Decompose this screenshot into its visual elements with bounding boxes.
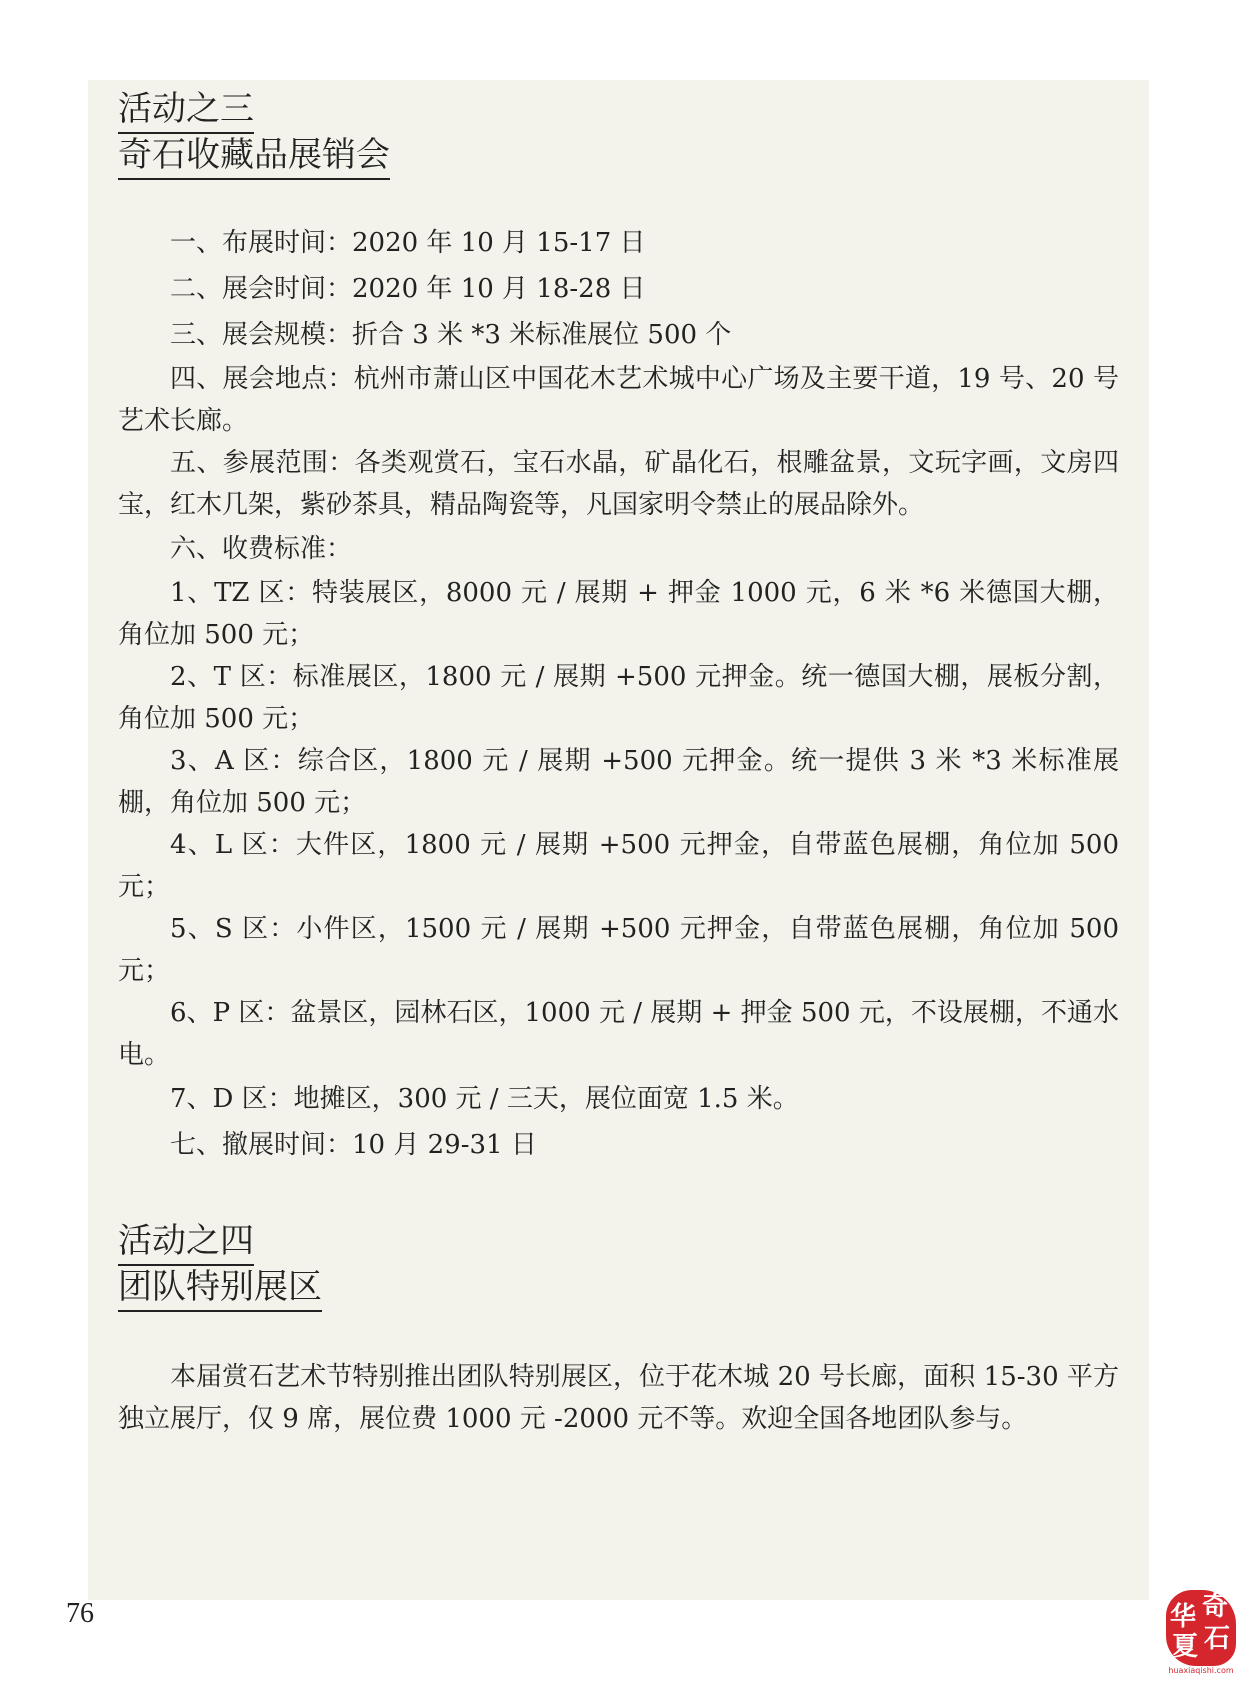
logo-char: 石 (1204, 1624, 1231, 1654)
section4-title-line1: 活动之四 (118, 1220, 254, 1266)
section3-title-line1: 活动之三 (118, 88, 254, 134)
section3-title (118, 88, 1119, 180)
section3-title-line2: 奇石收藏品展销会 (118, 134, 390, 180)
list-item: 三、展会规模：折合 3 米 *3 米标准展位 500 个 (170, 320, 732, 350)
logo-char: 夏 (1172, 1632, 1199, 1662)
section4-body: 本届赏石艺术节特别推出团队特别展区，位于花木城 20 号长廊，面积 15-30 平方独立展厅，仅 9 席，展位费 1000 元 -2000 元不等。欢迎全国各地团队参与。 (118, 1362, 1119, 1434)
page-number: 76 (66, 1598, 94, 1629)
logo-char: 奇 (1202, 1592, 1229, 1622)
section4-title-line2: 团队特别展区 (118, 1266, 322, 1312)
section3-list (118, 220, 1119, 1168)
content-panel (88, 80, 1149, 1600)
list-item: 6、P 区：盆景区，园林石区，1000 元 / 展期 + 押金 500 元，不设展棚，不通水电。 (118, 998, 1119, 1070)
site-logo (1166, 1590, 1236, 1676)
list-item: 3、A 区：综合区，1800 元 / 展期 +500 元押金。统一提供 3 米 *3 米标准展棚，角位加 500 元； (118, 746, 1119, 818)
list-item: 七、撤展时间：10 月 29-31 日 (170, 1130, 537, 1160)
list-item: 一、布展时间：2020 年 10 月 15-17 日 (170, 228, 646, 258)
logo-seal-icon (1166, 1590, 1236, 1666)
list-item: 4、L 区：大件区，1800 元 / 展期 +500 元押金，自带蓝色展棚，角位加 500 元； (118, 830, 1119, 902)
logo-char: 华 (1170, 1602, 1197, 1632)
list-item: 五、参展范围：各类观赏石，宝石水晶，矿晶化石，根雕盆景，文玩字画，文房四宝，红木几架，紫砂茶具，精品陶瓷等，凡国家明令禁止的展品除外。 (118, 448, 1119, 520)
list-item: 六、收费标准： (170, 534, 353, 564)
list-item: 1、TZ 区：特装展区，8000 元 / 展期 + 押金 1000 元，6 米 *6 米德国大棚，角位加 500 元； (118, 578, 1119, 650)
list-item: 5、S 区：小件区，1500 元 / 展期 +500 元押金，自带蓝色展棚，角位加 500 元； (118, 914, 1119, 986)
section4-title (118, 1220, 1119, 1312)
logo-url: huaxiaqishi.com (1168, 1666, 1234, 1675)
list-item: 二、展会时间：2020 年 10 月 18-28 日 (170, 274, 646, 304)
list-item: 2、T 区：标准展区，1800 元 / 展期 +500 元押金。统一德国大棚，展板分割，角位加 500 元； (118, 662, 1119, 734)
list-item: 四、展会地点：杭州市萧山区中国花木艺术城中心广场及主要干道，19 号、20 号艺术长廊。 (118, 364, 1119, 436)
list-item: 7、D 区：地摊区，300 元 / 三天，展位面宽 1.5 米。 (170, 1084, 799, 1114)
